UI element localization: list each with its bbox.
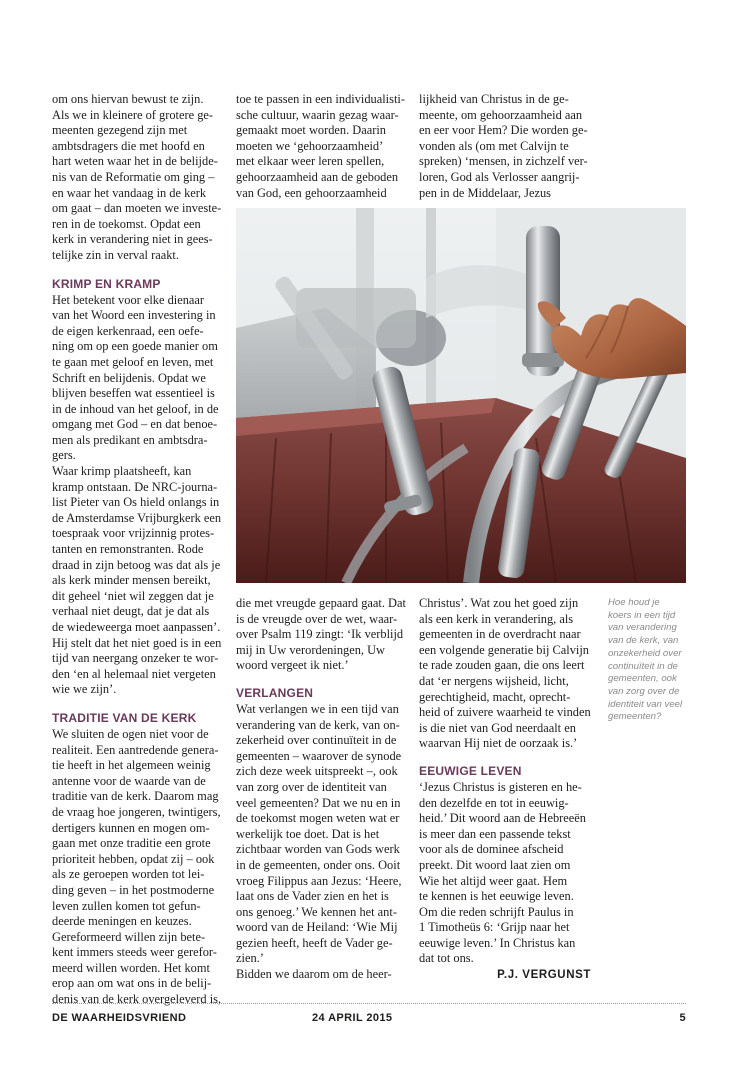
text-line: men als predikant en ambtsdra- — [52, 432, 208, 447]
text-line: van de kerk, van — [608, 635, 679, 647]
text-line: loren, God als Verlosser aangrij- — [419, 169, 580, 184]
text-line: van verandering — [608, 622, 677, 634]
article-column-2-top — [236, 92, 412, 201]
text-line: voor als de dominee afscheid — [419, 842, 564, 857]
text-line: van het Woord een investering in — [52, 308, 216, 323]
text-line: van zorg over de identiteit van — [236, 779, 387, 794]
text-line: toe te passen in een individualisti- — [236, 92, 405, 106]
text-line: en waar het vandaag in de kerk — [52, 185, 207, 200]
text-line: de toekomst mogen weten wat er — [236, 811, 400, 826]
text-line: continuïteit in de — [608, 660, 678, 672]
text-line: We sluiten de ogen niet voor de — [52, 726, 209, 741]
text-line: omgang met God – en dat benoe- — [52, 417, 218, 432]
text-line: ambtsdragers die met hoofd en — [52, 138, 205, 153]
text-line: draad in zijn betoog was dat als je — [52, 557, 221, 572]
text-line: gers. — [52, 448, 76, 463]
text-line: te gaan met geloof en leven, met — [52, 354, 214, 369]
text-line: om gaat – dan moeten we investe- — [52, 201, 222, 216]
article-column-1 — [52, 92, 228, 1008]
text-line: ons genoeg.’ We kennen het ant- — [236, 904, 397, 919]
text-line: als een kerk in verandering, als — [419, 611, 574, 626]
heading-krimp-en-kramp: KRIMP EN KRAMP — [52, 276, 161, 291]
text-line: vonden als (om met Calvijn te — [419, 138, 569, 153]
footer-page-number: 5 — [679, 1012, 686, 1024]
text-line: in de gemeenten, onder ons. Ooit — [236, 857, 401, 872]
text-line: ‘Jezus Christus is gisteren en he- — [419, 779, 582, 794]
text-line: erop aan om wat ons in de belij- — [52, 976, 212, 991]
text-line: sche cultuur, waarin gezag waar- — [236, 107, 399, 122]
text-line: ning om op een goede manier om — [52, 339, 218, 354]
text-line: verhaal niet deugt, dat je dat als — [52, 604, 210, 619]
text-line: moeten we ‘gehoorzaamheid’ — [236, 138, 384, 153]
heading-verlangen: VERLANGEN — [236, 685, 314, 700]
text-line: om ons hiervan bewust te zijn. — [52, 92, 204, 106]
text-line: te rade zouden gaan, die ons leert — [419, 658, 585, 673]
text-line: gemeenten – waarover de synode — [236, 748, 402, 763]
ship-wheel-photo — [236, 208, 686, 583]
text-line: leven zullen komen tot gefun- — [52, 898, 201, 913]
heading-eeuwige-leven: EEUWIGE LEVEN — [419, 763, 522, 778]
text-line: vroeg Filippus aan Jezus: ‘Heere, — [236, 873, 402, 888]
text-line: tie heeft in het algemeen weinig — [52, 758, 211, 773]
text-line: ding geven – in het postmoderne — [52, 882, 215, 897]
text-line: waarvan Hij niet de oorzaak is.’ — [419, 736, 578, 751]
text-line: heid.’ Dit woord aan de Hebreeën — [419, 811, 586, 826]
text-line: woord van de Heiland: ‘Wie Mij — [236, 920, 398, 935]
text-line: Om die reden schrijft Paulus in — [419, 904, 574, 919]
text-line: zekerheid over continuïteit in de — [236, 733, 397, 748]
text-line: Gereformeerd willen zijn bete- — [52, 929, 206, 944]
text-line: de Amsterdamse Vrijburgkerk een — [52, 510, 222, 525]
text-line: in de inhoud van het geloof, in de — [52, 401, 219, 416]
text-line: toespraak voor vrijzinnig protes- — [52, 526, 215, 541]
text-line: pen in de Middelaar, Jezus — [419, 185, 551, 200]
text-line: te kennen is het eeuwige leven. — [419, 889, 574, 904]
column-3-lead — [419, 596, 595, 752]
text-line: 1 Timotheüs 6: ‘Grijp naar het — [419, 920, 570, 935]
text-line: over Psalm 119 zingt: ‘Ik verblijd — [236, 627, 404, 642]
text-line: denis van de kerk overgeleverd is, — [52, 992, 222, 1007]
text-line: spreken) ‘mensen, in zichzelf ver- — [419, 154, 588, 169]
text-line: de wiedeweerga moet aanpassen’. — [52, 620, 221, 634]
text-line: is de vreugde over de wet, waar- — [236, 611, 398, 626]
text-line: lijkheid van Christus in de ge- — [419, 92, 569, 106]
text-line: is die niet van God neerdaalt en — [419, 720, 576, 735]
text-line: als ze geroepen worden tot lei- — [52, 867, 205, 882]
text-line: traditie van de kerk. Daarom mag — [52, 789, 219, 804]
text-line: van God, een gehoorzaamheid — [236, 185, 387, 200]
text-line: is meer dan een passende tekst — [419, 826, 571, 841]
text-line: zichtbaar worden van Gods werk — [236, 842, 400, 857]
column-2-top-text — [236, 92, 412, 201]
heading-traditie-van-de-kerk: TRADITIE VAN DE KERK — [52, 710, 197, 725]
text-line: dertigers kunnen en mogen om- — [52, 820, 210, 835]
text-line: gemeenten? — [608, 711, 662, 723]
text-line: van zorg over de — [608, 685, 680, 697]
text-line: antenne voor de waarde van de — [52, 773, 206, 788]
text-line: deerde meningen en keuzes. — [52, 914, 192, 929]
text-line: een volgende generatie bij Calvijn — [419, 642, 589, 657]
text-line: hart weten waar het in de belijde- — [52, 154, 218, 169]
column-1-intro — [52, 92, 228, 264]
text-line: tanten en remonstranten. Rode — [52, 542, 204, 557]
text-line: meenten gezegend zijn met — [52, 123, 188, 138]
text-line: tijd van neergang onzeker te wor- — [52, 651, 219, 666]
text-line: kent immers steeds weer gerefor- — [52, 945, 217, 960]
text-line: wie we zijn’. — [52, 682, 117, 697]
text-line: Schrift en belijdenis. Opdat we — [52, 370, 206, 385]
column-2-body — [236, 702, 412, 983]
text-line: meente, om gehoorzaamheid aan — [419, 107, 583, 122]
text-line: Waar krimp plaatsheeft, kan — [52, 464, 192, 479]
text-line: koers in een tijd — [608, 609, 676, 621]
article-column-3-top — [419, 92, 595, 201]
text-line: dat ‘er nergens wijsheid, licht, — [419, 673, 569, 688]
column-3-top-text — [419, 92, 595, 201]
text-line: realiteit. Een aantredende genera- — [52, 742, 219, 757]
footer-divider — [52, 1003, 686, 1004]
text-line: kerk in verandering niet in gees- — [52, 232, 213, 247]
author-byline: P.J. VERGUNST — [497, 969, 591, 982]
text-line: veel gemeenten? Dat we nu en in — [236, 795, 401, 810]
text-line: gemeenten, ook — [608, 673, 677, 685]
column-2-lead — [236, 596, 412, 674]
text-line: zien.’ — [236, 951, 264, 966]
text-line: list Pieter van Os hield onlangs in — [52, 495, 220, 510]
article-column-3 — [419, 596, 595, 984]
text-line: ren in de toekomst. Opdat een — [52, 216, 201, 231]
text-line: laat ons de Vader zien en het is — [236, 889, 389, 904]
column-1-section-2 — [52, 727, 228, 1008]
text-line: gemeenten in de overdracht naar — [419, 627, 581, 642]
text-line: woord vergeet ik niet.’ — [236, 658, 349, 673]
text-line: gemaakt moet worden. Daarin — [236, 123, 387, 138]
text-line: telijke zin in verval raakt. — [52, 247, 179, 262]
text-line: meerd willen worden. Het komt — [52, 960, 210, 975]
text-line: Hij stelt dat het niet goed is in een — [52, 635, 222, 650]
column-3-body — [419, 780, 595, 967]
article-column-2 — [236, 596, 412, 983]
text-line: verandering van de kerk, van on- — [236, 717, 400, 732]
text-line: identiteit van veel — [608, 698, 683, 710]
text-line: preekt. Dit woord laat zien om — [419, 857, 571, 872]
text-line: de vraag hoe jongeren, twintigers, — [52, 804, 221, 819]
text-line: den dezelfde en tot in eeuwig- — [419, 795, 569, 810]
text-line: eeuwige leven.’ In Christus kan — [419, 935, 576, 950]
text-line: Wat verlangen we in een tijd van — [236, 701, 399, 716]
text-line: gaan met onze traditie een grote — [52, 836, 211, 851]
text-line: de eigen kerkenraad, een oefe- — [52, 323, 204, 338]
text-line: gehoorzaamheid aan de geboden — [236, 169, 399, 184]
text-line: heid of zuivere waarheid te vinden — [419, 705, 591, 720]
column-1-section-1 — [52, 293, 228, 698]
photo-caption — [608, 597, 688, 724]
text-line: gezien heeft, heeft de Vader ge- — [236, 935, 393, 950]
text-line: als kerk minder mensen bereikt, — [52, 573, 211, 588]
text-line: en eer voor Hem? Die worden ge- — [419, 123, 588, 138]
text-line: nis van de Reformatie om ging – — [52, 169, 215, 184]
text-line: dat tot ons. — [419, 951, 474, 966]
text-line: Christus’. Wat zou het goed zijn — [419, 596, 579, 610]
text-line: prioriteit hebben, opdat zij – ook — [52, 851, 215, 866]
footer-magazine-name: DE WAARHEIDSVRIEND — [52, 1012, 187, 1024]
text-line: den ‘en al helemaal niet vergeten — [52, 666, 216, 681]
footer-date: 24 APRIL 2015 — [312, 1012, 393, 1024]
text-line: die met vreugde gepaard gaat. Dat — [236, 596, 406, 610]
text-line: dit geheel ‘niet wil zeggen dat je — [52, 588, 214, 603]
text-line: blijven beseffen wat essentieel is — [52, 386, 215, 401]
text-line: gerechtigheid, macht, oprecht- — [419, 689, 571, 704]
text-line: zich deze week uitspreekt –, ook — [236, 764, 398, 779]
text-line: kramp ontstaan. De NRC-journa- — [52, 479, 218, 494]
text-line: Als we in kleinere of grotere ge- — [52, 107, 214, 122]
text-line: Hoe houd je — [608, 597, 660, 608]
text-line: onzekerheid over — [608, 647, 682, 659]
text-line: mij in Uw verordeningen, Uw — [236, 642, 386, 657]
text-line: met elkaar weer leren spellen, — [236, 154, 385, 169]
text-line: werkelijk toe doet. Dat is het — [236, 826, 380, 841]
text-line: Wie het altijd weer gaat. Hem — [419, 873, 568, 888]
text-line: Het betekent voor elke dienaar — [52, 292, 205, 307]
text-line: Bidden we daarom om de heer- — [236, 967, 392, 982]
